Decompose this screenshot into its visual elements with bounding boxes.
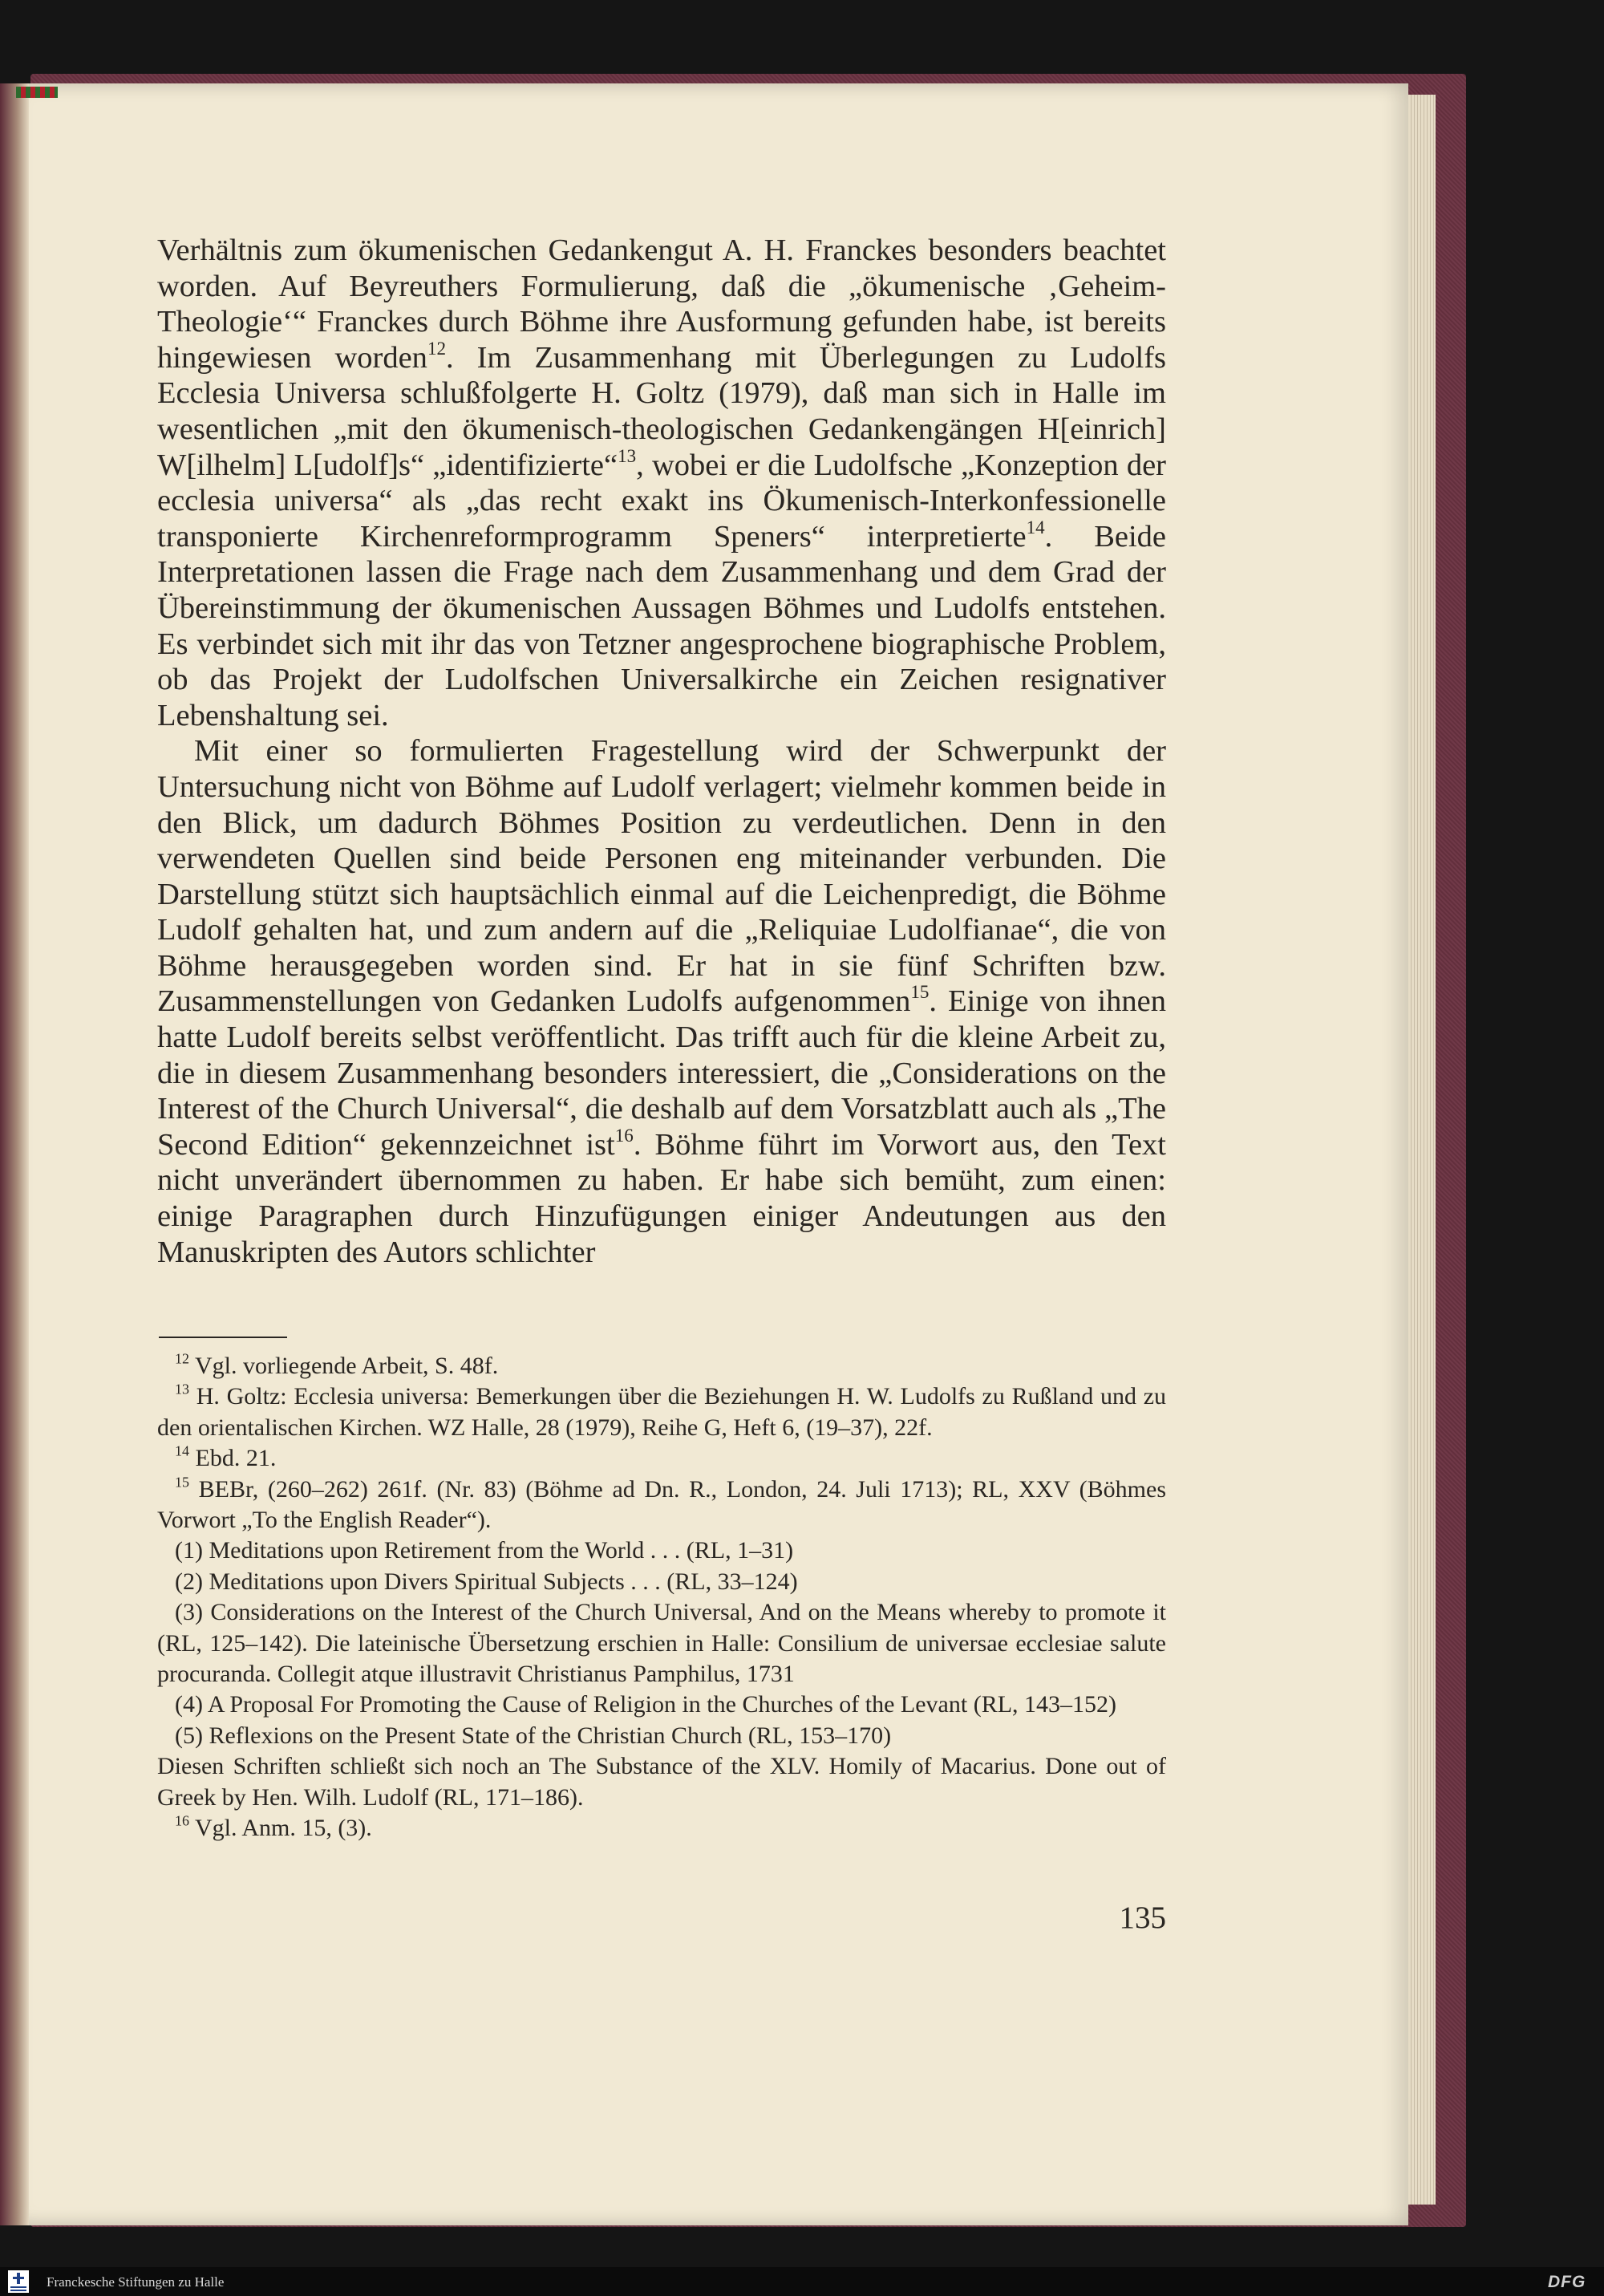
footer-bar (0, 2267, 1604, 2296)
bookmark-ribbon (16, 87, 58, 98)
footnote-13: $^{13}$ H. Goltz: Ecclesia universa: Bemerkungen über die Beziehungen H. W. Ludolfs zu Rußland und zu den orientalischen Kirchen. WZ Halle, 28 (1979), Reihe G, Heft 6, (19–37), 22f. (157, 1381, 1167, 1441)
footnotes (157, 1351, 1166, 1844)
footnote-15-item: (1) Meditations upon Retirement from the World . . . (RL, 1–31) (175, 1537, 794, 1564)
paragraph-1: Verhältnis zum ökumenischen Gedankengut A. H. Franckes besonders beachtet worden. Auf Beyreuthers Formulierung, daß die „ökumenische ‚Geheim-Theologie‘“ Franckes durch Böhme ihre Ausformung gefunden habe, ist bereits hingewiesen worden$^{12}$. Im Zusammenhang mit Überlegungen zu Ludolfs Ecclesia Universa schlußfolgerte H. Goltz (1979), daß man sich in Halle im wesentlichen „mit den ökumenisch-theologischen Gedankengängen H[einrich] W[ilhelm] L[udolf]s“ „identifizierte“$^{13}$, wobei er die Ludolfsche „Konzeption der ecclesia universa“ als „das recht exakt ins Ökumenisch-Interkonfessionelle transponierte Kirchenreformprogramm Speners“ interpretierte$^{14}$. Beide Interpretationen lassen die Frage nach dem Zusammenhang und dem Grad der Übereinstimmung der ökumenischen Aussagen Böhmes und Ludolfs entstehen. Es verbindet sich mit ihr das von Tetzner angesprochene biographische Problem, ob das Projekt der Ludolfschen Universalkirche ein Zeichen resignativer Lebenshaltung sei. (157, 233, 1166, 732)
page-number: 135 (1119, 1900, 1166, 1935)
footnote-14: $^{14}$ Ebd. 21. (175, 1442, 277, 1472)
footnote-12: $^{12}$ Vgl. vorliegende Arbeit, S. 48f. (175, 1350, 499, 1379)
body-text (157, 233, 1166, 1270)
footnote-15-item: (5) Reflexions on the Present State of the Christian Church (RL, 153–170) (175, 1722, 892, 1749)
institution-label[interactable]: Franckesche Stiftungen zu Halle (47, 2274, 225, 2290)
footnote-15-item: (2) Meditations upon Divers Spiritual Subjects . . . (RL, 33–124) (175, 1568, 798, 1595)
footnote-15: $^{15}$ BEBr, (260–262) 261f. (Nr. 83) (Böhme ad Dn. R., London, 24. Juli 1713); RL, XXV (Böhmes Vorwort „To the English Reader“). (157, 1474, 1166, 1534)
book-gutter (0, 83, 29, 2225)
footnote-15-item: (3) Considerations on the Interest of the Church Universal, And on the Means whereby to promote it (RL, 125–142). Die lateinische Übersetzung erschien in Halle: Consilium de universae ecclesiae salute procuranda. Collegit atque illustravit Christianus Pamphilus, 1731 (157, 1599, 1166, 1688)
footnote-15-item: (4) A Proposal For Promoting the Cause of Religion in the Churches of the Levant (RL, 143–152) (175, 1691, 1117, 1718)
footnote-ref-15[interactable]: 15 (910, 981, 930, 1003)
footnote-16: $^{16}$ Vgl. Anm. 15, (3). (175, 1812, 372, 1842)
footnote-ref-16[interactable]: 16 (614, 1124, 634, 1146)
footnote-ref-13[interactable]: 13 (618, 444, 637, 466)
paragraph-2: Mit einer so formulierten Fragestellung wird der Schwerpunkt der Untersuchung nicht von Böhme auf Ludolf verlagert; vielmehr kommen beide in den Blick, um dadurch Böhmes Position zu verdeutlichen. Denn in den verwendeten Quellen sind beide Personen eng miteinander verbunden. Die Darstellung stützt sich hauptsächlich einmal auf die Leichenpredigt, die Böhme Ludolf gehalten hat, und zum andern auf die „Reliquiae Ludolfianae“, die von Böhme herausgegeben worden sind. Er hat in sie fünf Schriften bzw. Zusammenstellungen von Gedanken Ludolfs aufgenommen$^{15}$. Einige von ihnen hatte Ludolf bereits selbst veröffentlicht. Das trifft auch für die kleine Arbeit zu, die in diesem Zusammenhang besonders interessiert, die „Considerations on the Interest of the Church Universal“, die deshalb auf dem Vorsatzblatt auch als „The Second Edition“ gekennzeichnet ist$^{16}$. Böhme führt im Vorwort aus, den Text nicht unverändert übernommen zu haben. Er habe sich bemüht, zum einen: einige Paragraphen durch Hinzufügungen einiger Andeutungen aus den Manuskripten des Autors schlichter (157, 734, 1166, 1269)
footnote-ref-12[interactable]: 12 (427, 337, 447, 359)
footnote-rule (159, 1337, 287, 1338)
dfg-logo: DFG (1548, 2273, 1586, 2291)
footnote-15-tail: Diesen Schriften schließt sich noch an The Substance of the XLV. Homily of Macarius. Done out of Greek by Hen. Wilh. Ludolf (RL, 171–186). (157, 1753, 1166, 1811)
footnote-ref-14[interactable]: 14 (1026, 516, 1045, 537)
institution-logo-icon (8, 2270, 29, 2293)
